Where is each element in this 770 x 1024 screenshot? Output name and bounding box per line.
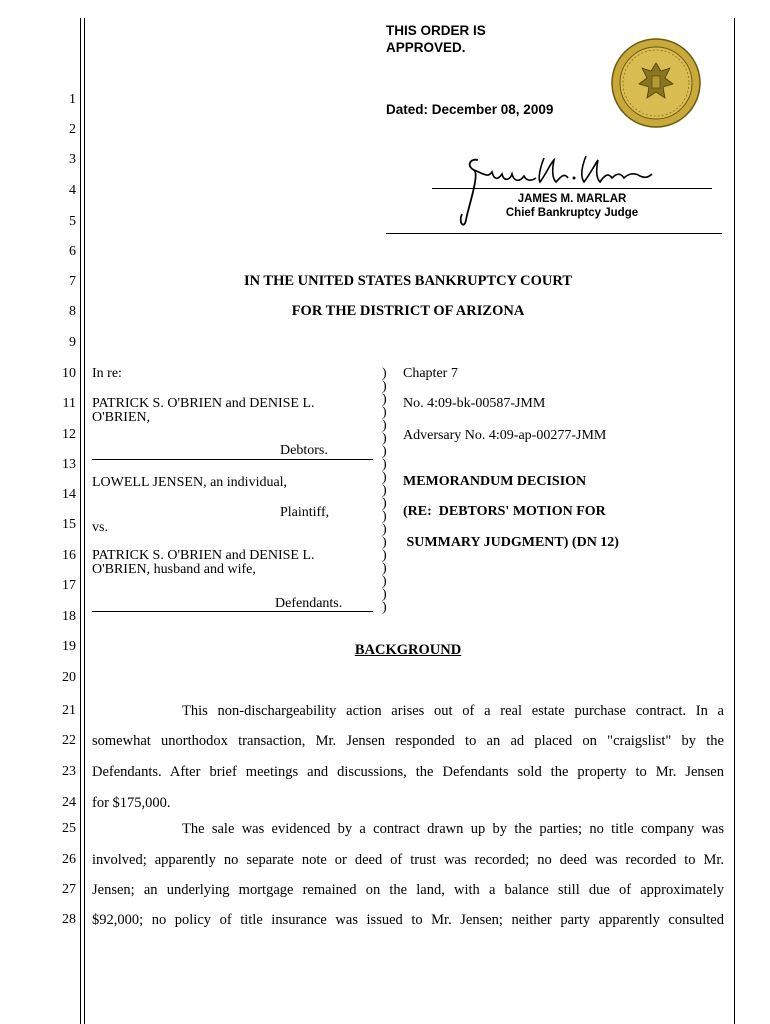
caption-parenthesis: ): [382, 457, 387, 472]
line-number: 25: [62, 821, 76, 836]
debtors-name-line-1: PATRICK S. O'BRIEN and DENISE L.: [92, 396, 315, 411]
line-number: 4: [69, 183, 76, 198]
caption-in-re: In re:: [92, 366, 122, 381]
caption-defendants-names: [92, 549, 315, 577]
caption-case-number: No. 4:09-bk-00587-JMM: [403, 396, 546, 411]
caption-parenthesis: ): [382, 509, 387, 524]
caption-defendants-label: Defendants.: [275, 596, 343, 611]
body-line: somewhat unorthodox transaction, Mr. Jensen responded to an ad placed on "craigslist" by the: [92, 733, 724, 749]
caption-parenthesis: ): [382, 548, 387, 563]
line-number: 21: [62, 703, 76, 718]
caption-vs: vs.: [92, 520, 108, 535]
line-number: 20: [62, 670, 76, 685]
decision-title-line-2: (RE: DEBTORS' MOTION FOR: [403, 504, 606, 519]
line-number: 3: [69, 152, 76, 167]
dated-text: Dated: December 08, 2009: [386, 102, 554, 117]
section-heading-text: BACKGROUND: [354, 642, 462, 658]
signature-line: [432, 188, 712, 189]
line-number: 23: [62, 764, 76, 779]
caption-debtors-label: Debtors.: [280, 443, 328, 458]
line-number: 10: [62, 366, 76, 381]
caption-parenthesis: ): [382, 587, 387, 602]
body-line: $92,000; no policy of title insurance was issued to Mr. Jensen; neither party apparently consulted: [92, 912, 724, 928]
line-number: 16: [62, 548, 76, 563]
margin-rule-right: [734, 18, 735, 1024]
line-number: 27: [62, 882, 76, 897]
body-line: for $175,000.: [92, 795, 171, 811]
line-number: 14: [62, 487, 76, 502]
line-number: 18: [62, 609, 76, 624]
caption-parenthesis: ): [382, 379, 387, 394]
court-heading-line-2: FOR THE DISTRICT OF ARIZONA: [291, 303, 525, 319]
approval-stamp-line-1: THIS ORDER IS: [386, 23, 486, 38]
caption-parenthesis: ): [382, 496, 387, 511]
caption-parenthesis: ): [382, 470, 387, 485]
judge-block: [432, 192, 712, 220]
judge-title: Chief Bankruptcy Judge: [505, 207, 639, 219]
line-number: 6: [69, 244, 76, 259]
caption-parenthesis: ): [382, 574, 387, 589]
body-line: involved; apparently no separate note or deed of trust was recorded; no deed was recorded to Mr.: [92, 852, 724, 868]
line-number: 5: [69, 214, 76, 229]
caption-parenthesis: ): [382, 483, 387, 498]
approval-bottom-rule: [386, 233, 722, 234]
approval-stamp-line-2: APPROVED.: [386, 40, 466, 55]
margin-rule-left-1: [80, 18, 81, 1024]
caption-parenthesis: ): [382, 535, 387, 550]
caption-parenthesis: ): [382, 522, 387, 537]
caption-parenthesis: ): [382, 561, 387, 576]
caption-chapter: Chapter 7: [403, 366, 458, 381]
line-number: 19: [62, 639, 76, 654]
defendants-name-line-1: PATRICK S. O'BRIEN and DENISE L.: [92, 548, 315, 563]
debtors-name-line-2: O'BRIEN,: [92, 410, 151, 425]
caption-plaintiff-name: LOWELL JENSEN, an individual,: [92, 475, 288, 490]
caption-plaintiff-label: Plaintiff,: [280, 505, 330, 520]
caption-rule-debtors: [92, 459, 373, 460]
line-number: 8: [69, 304, 76, 319]
line-number: 1: [69, 92, 76, 107]
defendants-name-line-2: O'BRIEN, husband and wife,: [92, 562, 256, 577]
line-number: 15: [62, 517, 76, 532]
caption-parenthesis: ): [382, 405, 387, 420]
caption-parenthesis: ): [382, 418, 387, 433]
line-number: 2: [69, 122, 76, 137]
court-heading-line-1: IN THE UNITED STATES BANKRUPTCY COURT: [243, 273, 573, 289]
body-line: Defendants. After brief meetings and discussions, the Defendants sold the property to Mr. Jensen: [92, 764, 724, 780]
approval-stamp: [386, 22, 486, 56]
court-seal-icon: [611, 38, 701, 128]
judge-name: JAMES M. MARLAR: [517, 193, 627, 205]
decision-title-line-3: SUMMARY JUDGMENT) (DN 12): [403, 535, 619, 550]
caption-parenthesis: ): [382, 366, 387, 381]
line-number: 28: [62, 912, 76, 927]
section-heading: [92, 642, 724, 659]
caption-adversary-number: Adversary No. 4:09-ap-00277-JMM: [403, 428, 607, 443]
caption-rule-defendants: [92, 611, 373, 612]
caption-parenthesis: ): [382, 431, 387, 446]
margin-rule-left-2: [84, 18, 85, 1024]
line-number: 11: [62, 396, 76, 411]
line-number: 12: [62, 427, 76, 442]
caption-parenthesis: ): [382, 444, 387, 459]
caption-parenthesis: ): [382, 600, 387, 615]
line-number: 17: [62, 578, 76, 593]
body-line: The sale was evidenced by a contract drawn up by the parties; no title company was: [182, 821, 724, 837]
caption-debtors-names: [92, 397, 315, 425]
line-number: 26: [62, 852, 76, 867]
line-number: 9: [69, 335, 76, 350]
line-number: 24: [62, 795, 76, 810]
body-line: Jensen; an underlying mortgage remained on the land, with a balance still due of approximately: [92, 882, 724, 898]
line-number: 7: [69, 274, 76, 289]
line-number: 22: [62, 733, 76, 748]
line-number: 13: [62, 457, 76, 472]
caption-parenthesis: ): [382, 392, 387, 407]
body-line: This non-dischargeability action arises out of a real estate purchase contract. In a: [182, 703, 724, 719]
decision-title-line-1: MEMORANDUM DECISION: [403, 474, 587, 489]
